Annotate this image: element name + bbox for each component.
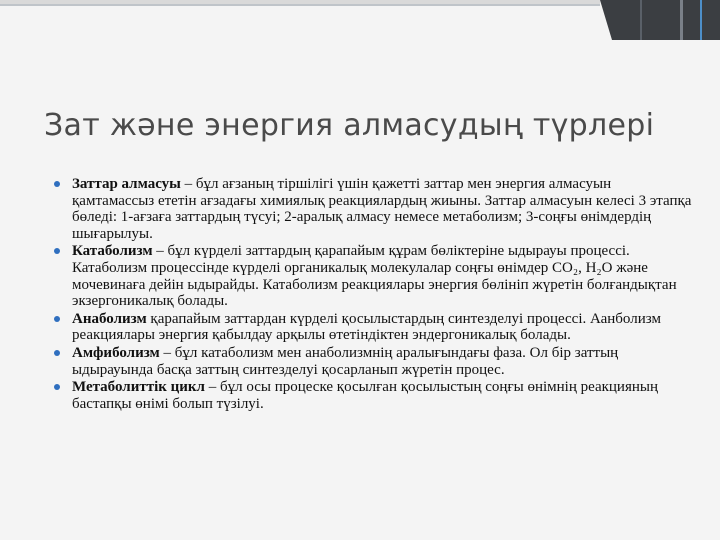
bullet-list — [52, 176, 692, 413]
term-label: Амфиболизм — [72, 344, 160, 361]
term-description: – бұл ағзаның тіршілігі үшін қажетті заттар мен энергия алмасуын қамтамассыз ететін ағзадағы химиялық реакциялардың жиыны. Заттар алмасуын келесі 3 этапқа бөледі: 1-ағзаға заттардың түсуі; 2-аралық алмасу немесе метаболизм; 3-соңғы өнімдердің шығарылуы. — [72, 176, 692, 242]
term-description: қарапайым заттардан күрделі қосылыстардың синтезделуі процессі. Аанболизм реакциялары энергия қабылдау арқылы өтетіндіктен эндергоникалық болады. — [72, 310, 661, 344]
bullet-icon — [54, 316, 60, 322]
term-label: Катаболизм — [72, 243, 153, 260]
list-item — [52, 243, 692, 309]
term-description: – бұл катаболизм мен анаболизмнің аралығындағы фаза. Ол бір заттың ыдырауында басқа заттың синтезделуі қосарланып жүретін процес. — [72, 344, 619, 378]
bullet-icon — [54, 248, 60, 254]
term-label: Метаболиттік цикл — [72, 379, 205, 396]
bullet-icon — [54, 384, 60, 390]
term-description: – бұл күрделі заттардың қарапайым құрам бөліктеріне ыдырауы процессі. Катаболизм процессінде күрделі органикалық молекулалар соңғы өнімдер СО₂, Н₂О және мочевинаға дейін ыдырайды. Катаболизм реакциялары энергия бөлініп жүретін болғандықтан экзергоникалық болады. — [72, 243, 677, 310]
term-label: Заттар алмасуы — [72, 176, 181, 192]
decorative-top-band — [0, 0, 720, 40]
term-description: – бұл осы процеске қосылған қосылыстың соңғы өнімнің реакцияның бастапқы өнімі болып түзілуі. — [72, 379, 658, 412]
list-item — [52, 379, 692, 412]
list-item — [52, 311, 692, 344]
slide-title: Зат және энергия алмасудың түрлері — [44, 108, 655, 143]
bullet-icon — [54, 350, 60, 356]
term-label: Анаболизм — [72, 310, 147, 327]
list-item — [52, 176, 692, 242]
top-band-graphic — [0, 0, 720, 40]
list-item — [52, 345, 692, 378]
bullet-icon — [54, 181, 60, 187]
